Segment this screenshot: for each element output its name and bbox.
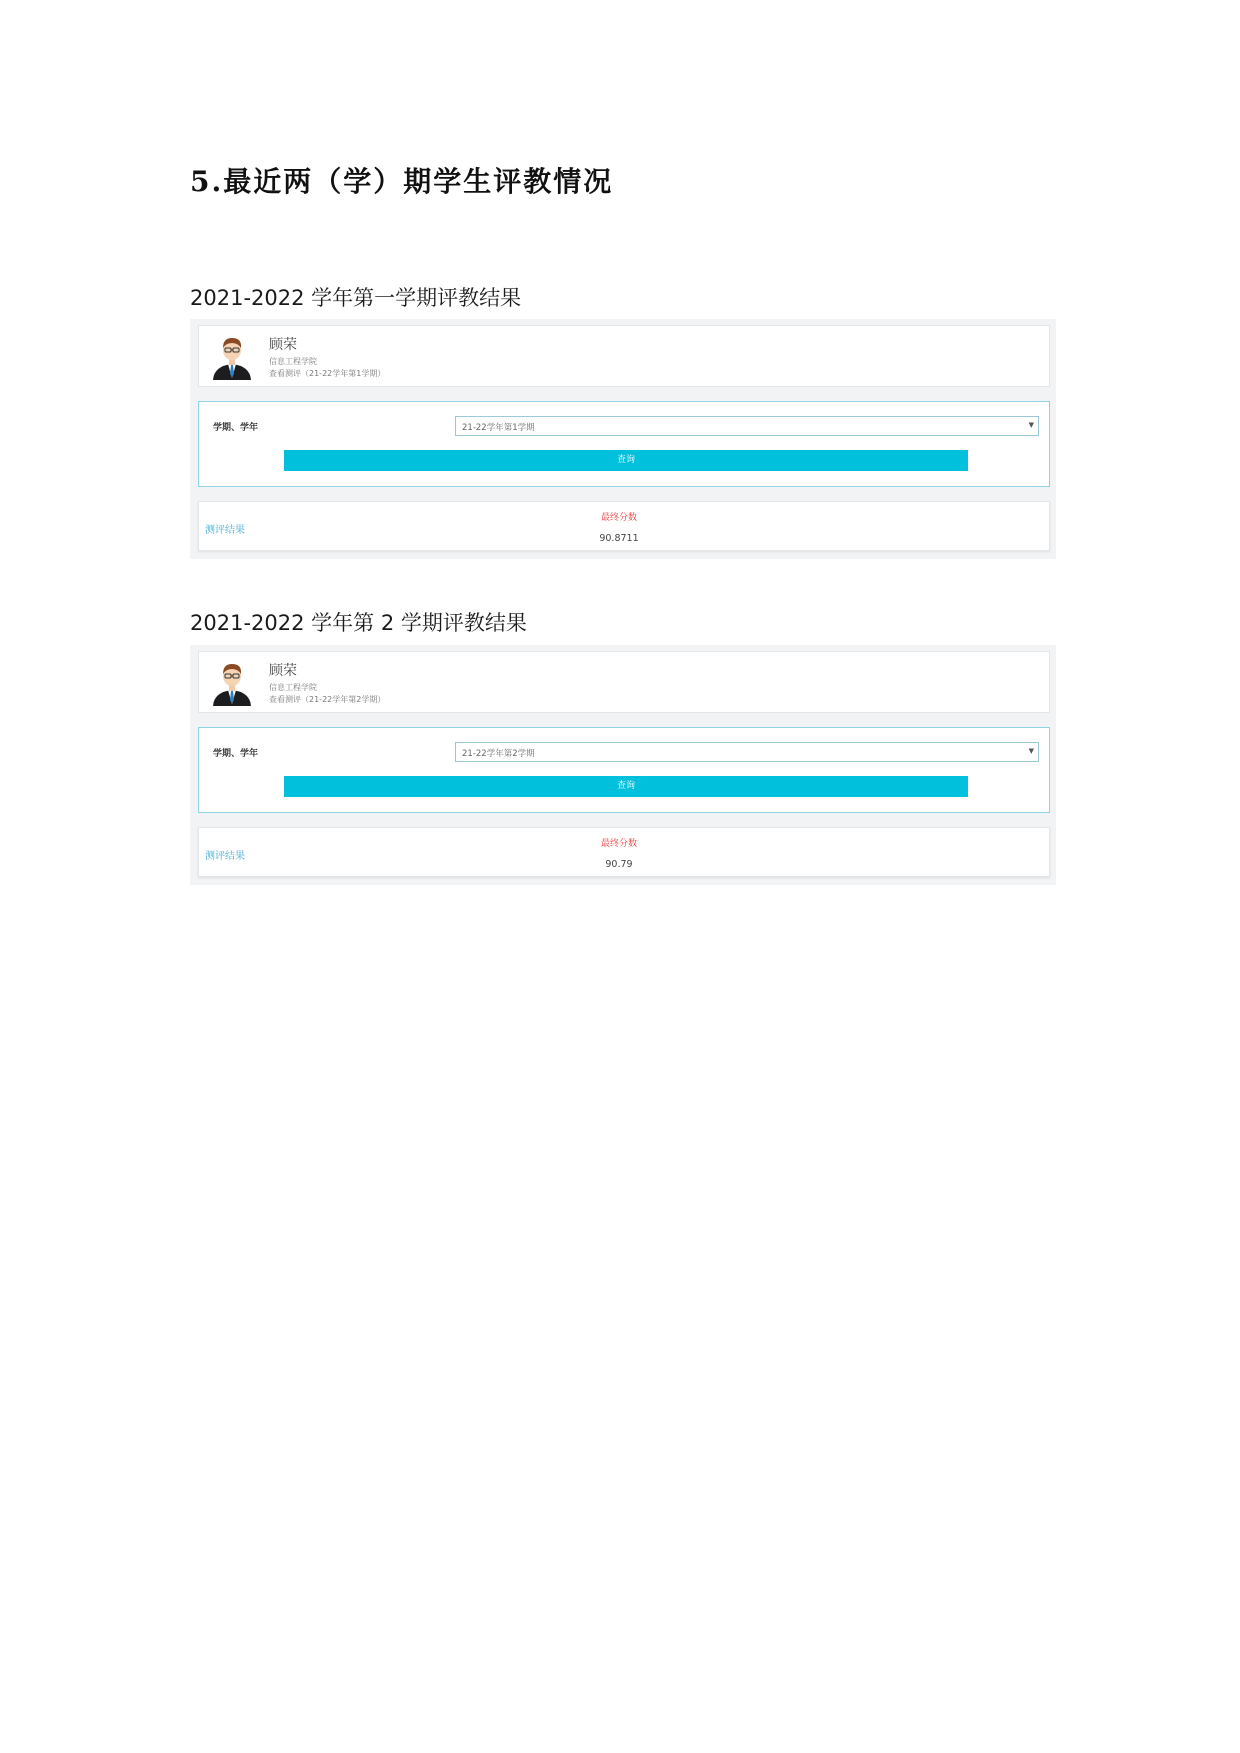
query-panel — [198, 727, 1050, 813]
term-select[interactable] — [455, 742, 1039, 762]
final-score-value: 90.8711 — [599, 533, 639, 544]
teacher-avatar-icon — [211, 334, 253, 380]
caret-down-icon: ▼ — [1028, 747, 1034, 755]
term-select-value: 21-22学年第1学期 — [462, 423, 535, 433]
result-panel — [198, 501, 1050, 551]
evaluation-screenshot-1 — [190, 319, 1056, 559]
profile-card — [198, 325, 1050, 387]
teacher-name: 顾荣 — [269, 337, 297, 353]
query-panel — [198, 401, 1050, 487]
teacher-department: 信息工程学院 — [269, 357, 317, 366]
view-evaluation-label: 查看测评（21-22学年第1学期） — [269, 369, 386, 378]
teacher-name: 顾荣 — [269, 663, 297, 679]
term-label: 学期、学年 — [213, 749, 259, 759]
view-evaluation-label: 查看测评（21-22学年第2学期） — [269, 695, 386, 704]
term-select-value: 21-22学年第2学期 — [462, 749, 535, 759]
caret-down-icon: ▼ — [1028, 421, 1034, 429]
term-label: 学期、学年 — [213, 423, 259, 433]
final-score-value: 90.79 — [605, 859, 633, 870]
final-score-label: 最终分数 — [600, 513, 637, 523]
evaluation-result-link[interactable]: 测评结果 — [205, 525, 245, 536]
page-heading: 5.最近两（学）期学生评教情况 — [190, 165, 614, 198]
term-select[interactable] — [455, 416, 1039, 436]
profile-card — [198, 651, 1050, 713]
section-caption-1: 2021-2022 学年第一学期评教结果 — [190, 286, 522, 310]
evaluation-result-link[interactable]: 测评结果 — [205, 851, 245, 862]
final-score-label: 最终分数 — [600, 839, 637, 849]
result-panel — [198, 827, 1050, 877]
section-caption-2: 2021-2022 学年第 2 学期评教结果 — [190, 611, 527, 635]
query-button[interactable]: 查询 — [284, 776, 968, 797]
evaluation-screenshot-2 — [190, 645, 1056, 885]
teacher-department: 信息工程学院 — [269, 683, 317, 692]
teacher-avatar-icon — [211, 660, 253, 706]
query-button[interactable]: 查询 — [284, 450, 968, 471]
